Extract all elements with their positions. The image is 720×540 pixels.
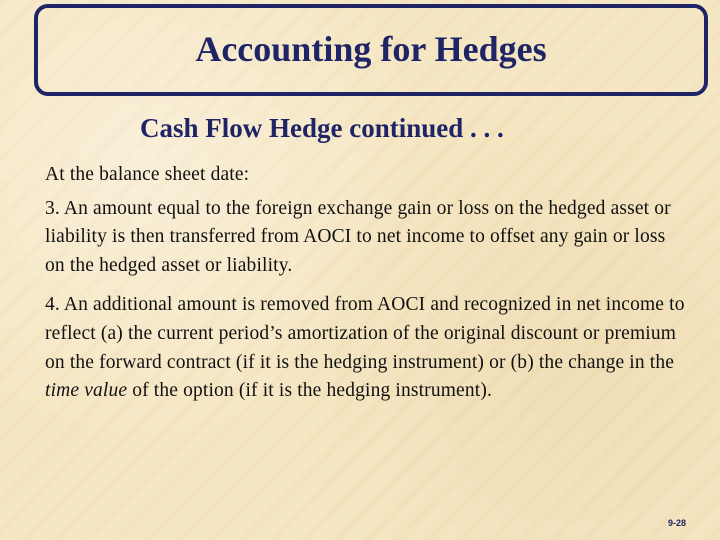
point-4 <box>45 291 685 405</box>
point-4-emphasis: time value <box>45 380 128 402</box>
intro-text: At the balance sheet date: <box>45 164 250 185</box>
point-4-text-after: of the option (if it is the hedging instrument). <box>127 380 492 402</box>
slide-body <box>45 161 685 406</box>
page-number: 9-28 <box>667 518 686 528</box>
slide-title: Accounting for Hedges <box>195 29 547 69</box>
slide-subtitle: Cash Flow Hedge continued . . . <box>140 113 504 143</box>
title-frame <box>34 4 708 96</box>
point-3: 3. An amount equal to the foreign exchange gain or loss on the hedged asset or liability is then transferred from AOCI to net income to offset any gain or loss on the hedged asset or liability. <box>45 197 671 276</box>
point-4-text-before: 4. An additional amount is removed from AOCI and recognized in net income to reflect (a) the current period’s amortization of the original discount or premium on the forward contract (if it is the hedging instrument) or (b) the change in the <box>45 294 685 373</box>
